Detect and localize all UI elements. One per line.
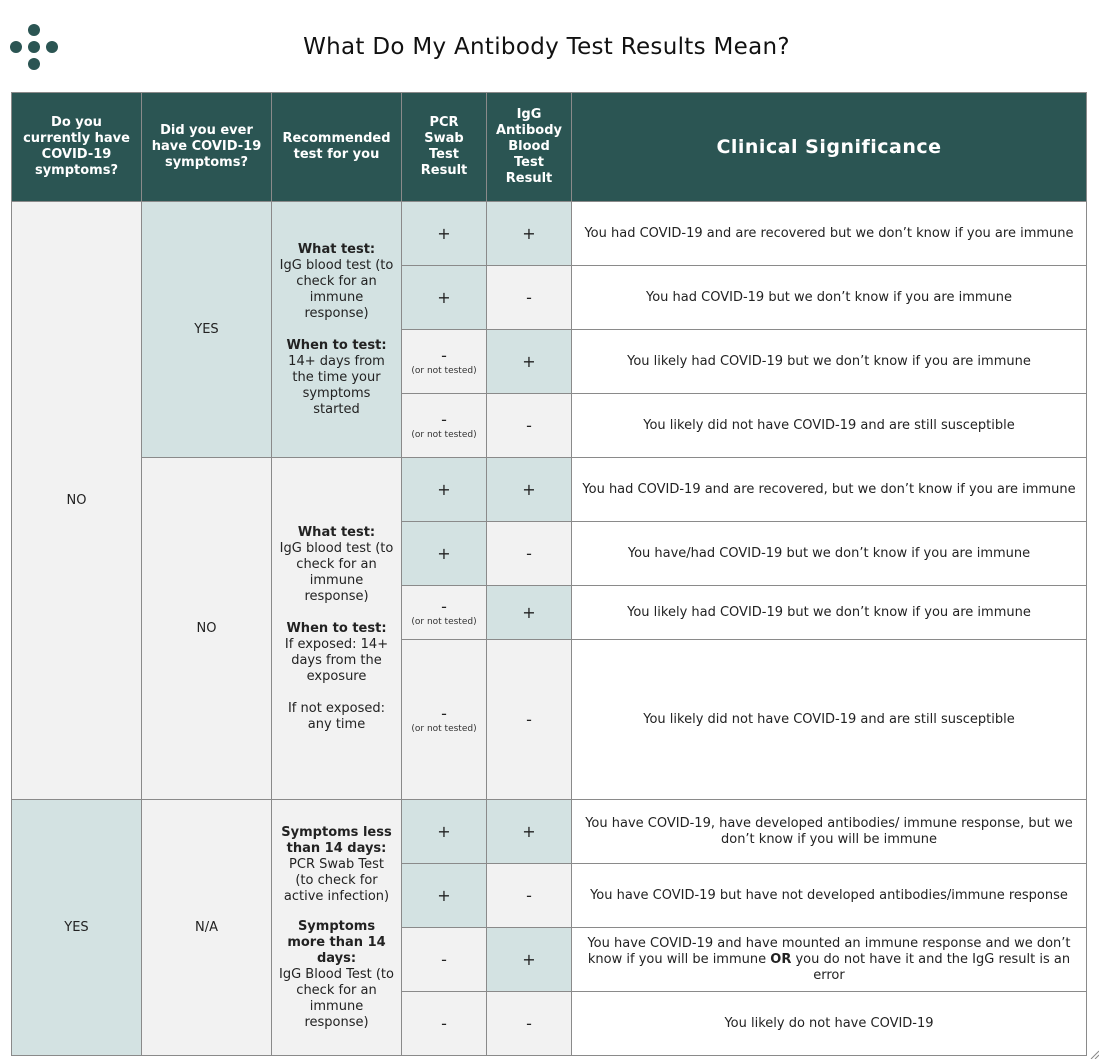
igg-result: - (526, 1013, 532, 1033)
sig-part-b: you do not have it and the IgG result is an error (795, 951, 1071, 983)
not-tested-note: (or not tested) (411, 723, 477, 734)
rec2-when-text-not-exposed: If not exposed: any time (287, 700, 386, 732)
recommended-test-1 (272, 202, 402, 458)
rec2-when-text-exposed: If exposed: 14+ days from the exposure (284, 636, 389, 684)
pcr-result-cell (402, 330, 487, 394)
not-tested-note: (or not tested) (411, 365, 477, 376)
rec1-what-text: IgG blood test (to check for an immune response) (279, 257, 394, 321)
igg-result: - (526, 543, 532, 563)
rec2-what-text: IgG blood test (to check for an immune response) (279, 540, 394, 604)
rec2-when-label: When to test: (286, 620, 387, 636)
clinical-significance: You have COVID-19 but have not developed antibodies/immune response (572, 864, 1087, 928)
ever-symptoms-yes: YES (142, 202, 272, 458)
pcr-result-cell (402, 864, 487, 928)
clinical-significance: You have COVID-19, have developed antibodies/ immune response, but we don’t know if you will be immune (572, 800, 1087, 864)
igg-result: + (522, 479, 536, 499)
recommended-test-2 (272, 458, 402, 800)
pcr-result-cell (402, 992, 487, 1056)
pcr-result-cell (402, 202, 487, 266)
igg-result: - (526, 415, 532, 435)
header-current-symptoms: Do you currently have COVID-19 symptoms? (12, 93, 142, 202)
clinical-significance: You had COVID-19 and are recovered but we don’t know if you are immune (572, 202, 1087, 266)
igg-result: + (522, 949, 536, 969)
recommended-test-3 (272, 800, 402, 1056)
igg-result: + (522, 223, 536, 243)
pcr-result-cell (402, 458, 487, 522)
pcr-result: + (437, 885, 451, 905)
clinical-significance: You had COVID-19 but we don’t know if you are immune (572, 266, 1087, 330)
not-tested-note: (or not tested) (411, 616, 477, 627)
igg-result-cell (487, 202, 572, 266)
header-recommended-test: Recommended test for you (272, 93, 402, 202)
igg-result: + (522, 602, 536, 622)
page-title: What Do My Antibody Test Results Mean? (303, 34, 790, 60)
clinical-significance (572, 928, 1087, 992)
pcr-result-cell (402, 640, 487, 800)
current-symptoms-yes: YES (12, 800, 142, 1056)
ever-symptoms-no: NO (142, 458, 272, 800)
resize-grip-icon[interactable] (1089, 1049, 1099, 1059)
header-pcr-result: PCR Swab Test Result (402, 93, 487, 202)
clinical-significance: You likely do not have COVID-19 (572, 992, 1087, 1056)
pcr-result-cell (402, 266, 487, 330)
pcr-result: + (437, 479, 451, 499)
pcr-result-cell (402, 586, 487, 640)
clinical-significance: You likely did not have COVID-19 and are still susceptible (572, 394, 1087, 458)
pcr-result-cell (402, 394, 487, 458)
sig-or: OR (770, 951, 792, 967)
current-symptoms-no: NO (12, 202, 142, 800)
igg-result-cell (487, 266, 572, 330)
pcr-result: - (441, 703, 447, 723)
igg-result-cell (487, 330, 572, 394)
rec2-what-label: What test: (297, 524, 376, 540)
igg-result-cell (487, 394, 572, 458)
sig-part-a: You have COVID-19 and have mounted an immune response and we don’t know if you will be immune (587, 935, 1071, 967)
rec1-what-label: What test: (297, 241, 376, 257)
rec3-more-text: IgG Blood Test (to check for an immune response) (279, 966, 394, 1030)
header-igg-result: IgG Antibody Blood Test Result (487, 93, 572, 202)
pcr-result: + (437, 223, 451, 243)
ever-symptoms-na: N/A (142, 800, 272, 1056)
igg-result: + (522, 351, 536, 371)
igg-result-cell (487, 800, 572, 864)
clinical-significance: You had COVID-19 and are recovered, but we don’t know if you are immune (572, 458, 1087, 522)
clinical-significance: You have/had COVID-19 but we don’t know if you are immune (572, 522, 1087, 586)
pcr-result: + (437, 543, 451, 563)
pcr-result: + (437, 287, 451, 307)
pcr-result: - (441, 1013, 447, 1033)
igg-result-cell (487, 928, 572, 992)
rec1-when-label: When to test: (286, 337, 387, 353)
clinical-significance: You likely had COVID-19 but we don’t know if you are immune (572, 586, 1087, 640)
pcr-result-cell (402, 928, 487, 992)
pcr-result-cell (402, 522, 487, 586)
igg-result-cell (487, 522, 572, 586)
igg-result-cell (487, 586, 572, 640)
pcr-result: - (441, 596, 447, 616)
clinical-significance: You likely did not have COVID-19 and are still susceptible (572, 640, 1087, 800)
igg-result-cell (487, 640, 572, 800)
pcr-result: - (441, 409, 447, 429)
pcr-result: - (441, 345, 447, 365)
igg-result: - (526, 709, 532, 729)
igg-result: + (522, 821, 536, 841)
rec3-more-label: Symptoms more than 14 days: (287, 918, 386, 966)
igg-result-cell (487, 458, 572, 522)
header-clinical-significance: Clinical Significance (572, 93, 1087, 202)
header-ever-symptoms: Did you ever have COVID-19 symptoms? (142, 93, 272, 202)
pcr-result-cell (402, 800, 487, 864)
clinical-significance: You likely had COVID-19 but we don’t know if you are immune (572, 330, 1087, 394)
rec3-less-label: Symptoms less than 14 days: (281, 824, 392, 856)
igg-result: - (526, 885, 532, 905)
pcr-result: + (437, 821, 451, 841)
not-tested-note: (or not tested) (411, 429, 477, 440)
rec1-when-text: 14+ days from the time your symptoms started (288, 353, 385, 417)
igg-result-cell (487, 864, 572, 928)
igg-result-cell (487, 992, 572, 1056)
igg-result: - (526, 287, 532, 307)
rec3-less-text: PCR Swab Test (to check for active infection) (283, 856, 390, 904)
results-table (11, 92, 1087, 1056)
pcr-result: - (441, 949, 447, 969)
